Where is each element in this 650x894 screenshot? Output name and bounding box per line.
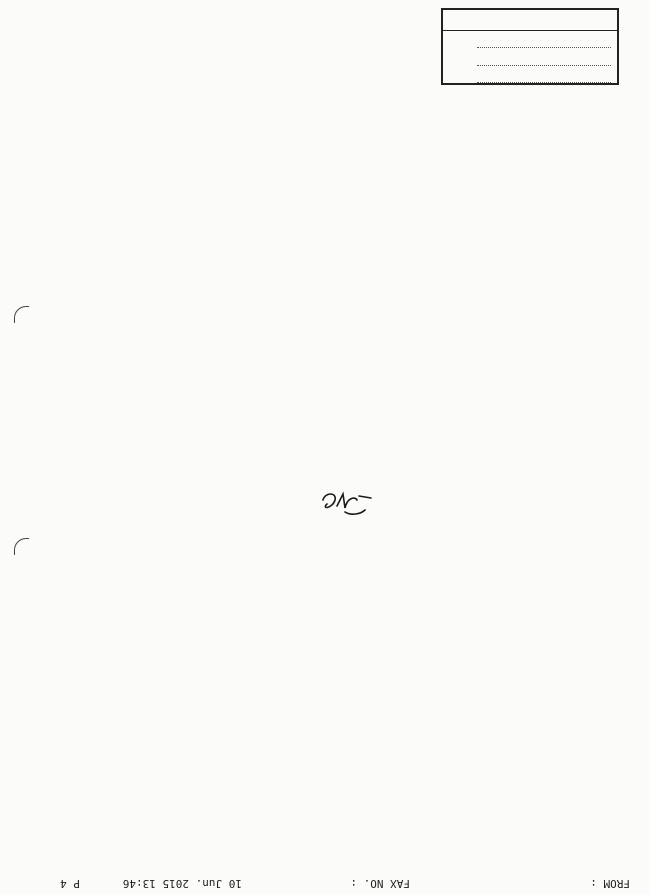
fax-transmission-header <box>0 870 650 894</box>
punch-hole-mark-top <box>14 306 29 323</box>
receipt-stamp <box>441 8 619 85</box>
receipt-date-line <box>477 65 611 66</box>
receipt-stamp-title <box>443 10 617 31</box>
receipt-number-row <box>447 32 611 49</box>
receipt-time-row <box>447 67 611 84</box>
receipt-date-row <box>447 50 611 67</box>
handwritten-signature <box>315 486 375 520</box>
punch-hole-mark-bottom <box>14 538 29 555</box>
fax-from-label: FROM : <box>590 877 630 890</box>
fax-number-label: FAX NO. : <box>350 877 410 890</box>
receipt-number-line <box>477 47 611 48</box>
fax-page-number: P 4 <box>60 877 80 890</box>
receipt-time-line <box>477 82 611 83</box>
fax-datetime: 10 Jun. 2015 13:46 <box>122 877 242 890</box>
